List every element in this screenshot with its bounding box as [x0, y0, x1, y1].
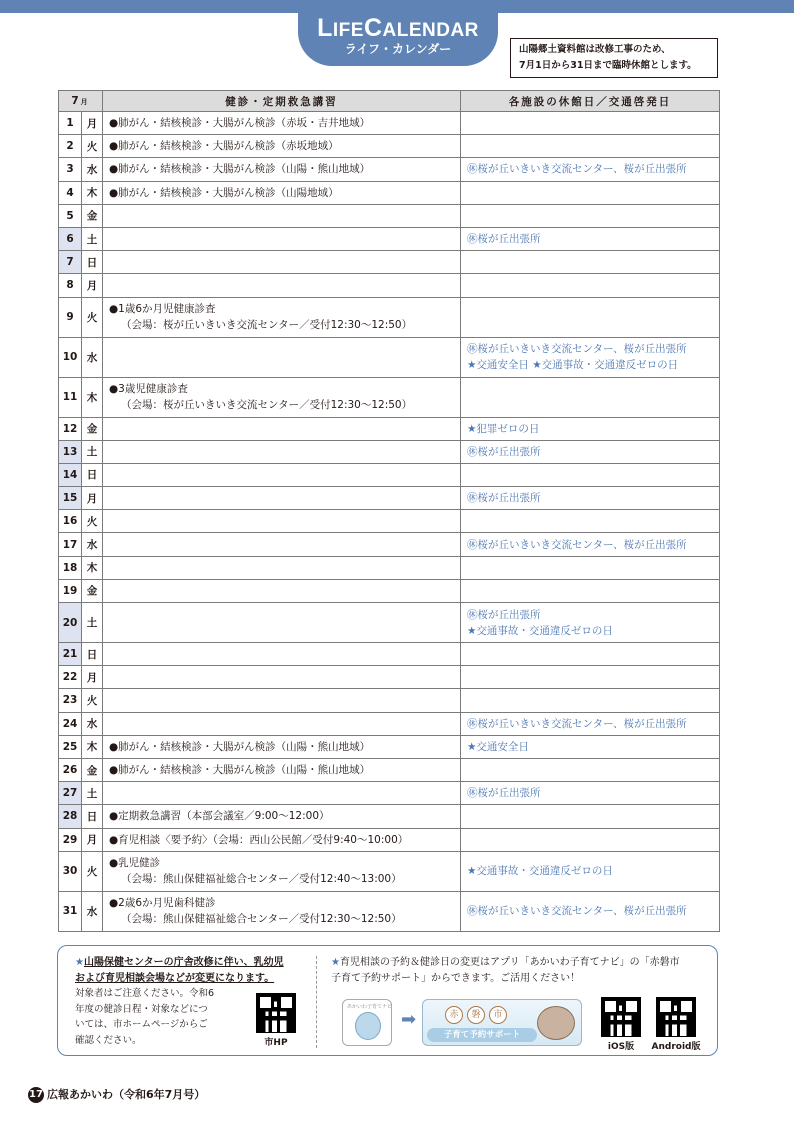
- closure-cell: [461, 556, 720, 579]
- event-cell: [103, 666, 461, 689]
- weekday: 水: [82, 158, 103, 181]
- event-cell: [103, 158, 461, 181]
- closure-cell: [461, 510, 720, 533]
- event-cell: [103, 440, 461, 463]
- closure-cell: [461, 463, 720, 486]
- day-number: 14: [59, 463, 82, 486]
- closure-cell: [461, 533, 720, 556]
- event-cell: [103, 603, 461, 643]
- table-row: [59, 337, 720, 377]
- day-number: 2: [59, 135, 82, 158]
- weekday: 土: [82, 603, 103, 643]
- weekday: 水: [82, 712, 103, 735]
- weekday: 月: [82, 828, 103, 851]
- weekday: 火: [82, 689, 103, 712]
- table-row: [59, 487, 720, 510]
- event-cell: [103, 297, 461, 337]
- notice-line-2: 7月1日から31日まで臨時休館とします。: [519, 60, 697, 71]
- closure-notice: [510, 38, 718, 78]
- event-title: ●肺がん・結核検診・大腸がん検診（赤坂・吉井地域）: [109, 117, 371, 130]
- table-row: [59, 712, 720, 735]
- day-number: 26: [59, 758, 82, 781]
- weekday: 土: [82, 227, 103, 250]
- closures-column-header: 各施設の休館日／交通啓発日: [461, 91, 720, 112]
- closure-cell: [461, 579, 720, 602]
- table-row: [59, 643, 720, 666]
- table-row: [59, 603, 720, 643]
- page-number: 17: [28, 1087, 44, 1103]
- closure-item: ㊡桜が丘いきいき交流センター、桜が丘出張所: [467, 343, 687, 355]
- table-row: [59, 533, 720, 556]
- closure-cell: [461, 135, 720, 158]
- logo-subtitle: ライフ・カレンダー: [344, 42, 452, 56]
- table-row: [59, 735, 720, 758]
- closure-item: ㊡桜が丘出張所: [467, 233, 541, 246]
- events-column-header: 健診・定期救急講習: [103, 91, 461, 112]
- event-cell: [103, 204, 461, 227]
- event-title: ●肺がん・結核検診・大腸がん検診（山陽地域）: [109, 186, 339, 199]
- weekday: 日: [82, 805, 103, 828]
- day-number: 10: [59, 337, 82, 377]
- day-number: 1: [59, 112, 82, 135]
- closure-cell: [461, 643, 720, 666]
- day-number: 24: [59, 712, 82, 735]
- closure-item: ㊡桜が丘いきいき交流センター、桜が丘出張所: [467, 905, 687, 918]
- day-number: 12: [59, 417, 82, 440]
- weekday: 木: [82, 377, 103, 417]
- table-row: [59, 377, 720, 417]
- closure-cell: [461, 274, 720, 297]
- table-row: [59, 463, 720, 486]
- android-qr-code[interactable]: [656, 997, 696, 1037]
- weekday: 火: [82, 851, 103, 891]
- event-cell: [103, 181, 461, 204]
- closure-cell: [461, 735, 720, 758]
- weekday: 金: [82, 758, 103, 781]
- day-number: 23: [59, 689, 82, 712]
- day-number: 7: [59, 251, 82, 274]
- day-number: 3: [59, 158, 82, 181]
- day-number: 19: [59, 579, 82, 602]
- day-number: 29: [59, 828, 82, 851]
- day-number: 30: [59, 851, 82, 891]
- closure-item: ㊡桜が丘いきいき交流センター、桜が丘出張所: [467, 538, 687, 551]
- event-cell: [103, 805, 461, 828]
- ios-qr-label: iOS版: [607, 1042, 635, 1052]
- table-row: [59, 891, 720, 931]
- table-row: [59, 805, 720, 828]
- table-row: [59, 579, 720, 602]
- event-cell: [103, 112, 461, 135]
- closure-cell: [461, 487, 720, 510]
- publication-title: 広報あかいわ（令和6年7月号）: [47, 1088, 206, 1101]
- day-number: 21: [59, 643, 82, 666]
- event-cell: [103, 533, 461, 556]
- event-detail: （会場：桜が丘いきいき交流センター／受付12:30～12:50）: [121, 399, 413, 411]
- event-title: ●3歳児健康診査: [109, 383, 188, 395]
- closure-item: ★犯罪ゼロの日: [467, 422, 540, 435]
- closure-item: ㊡桜が丘いきいき交流センター、桜が丘出張所: [467, 717, 687, 730]
- day-number: 9: [59, 297, 82, 337]
- table-row: [59, 181, 720, 204]
- weekday: 木: [82, 735, 103, 758]
- weekday: 金: [82, 579, 103, 602]
- weekday: 月: [82, 487, 103, 510]
- day-number: 6: [59, 227, 82, 250]
- office-renovation-note: ★山陽保健センターの庁舎改修に伴い、乳幼児 および育児相談会場などが変更になります。 対象者はご注意ください。令和6 年度の健診日程・対象などにつ いては、市ホームページからご 確認ください。: [75, 957, 284, 1046]
- closure-item: ★交通安全日: [467, 740, 529, 753]
- day-number: 13: [59, 440, 82, 463]
- table-row: [59, 828, 720, 851]
- event-detail: （会場：熊山保健福祉総合センター／受付12:30～12:50）: [121, 913, 402, 926]
- table-row: [59, 227, 720, 250]
- event-title: ●2歳6か月児歯科健診: [109, 897, 216, 910]
- page-footer: [28, 1086, 205, 1103]
- closure-cell: [461, 440, 720, 463]
- event-cell: [103, 377, 461, 417]
- closure-cell: [461, 851, 720, 891]
- table-row: [59, 510, 720, 533]
- table-row: [59, 251, 720, 274]
- weekday: 火: [82, 135, 103, 158]
- table-row: [59, 758, 720, 781]
- app-reservation-note: ★育児相談の予約＆健診日の変更はアプリ「あかいわ子育てナビ」の「赤磐市 子育て予約サポート」からできます。ご活用ください！: [331, 957, 680, 984]
- table-row: [59, 112, 720, 135]
- day-number: 31: [59, 891, 82, 931]
- closure-cell: [461, 758, 720, 781]
- event-cell: [103, 510, 461, 533]
- table-row: [59, 274, 720, 297]
- closure-cell: [461, 204, 720, 227]
- closure-cell: [461, 251, 720, 274]
- event-detail: （会場：桜が丘いきいき交流センター／受付12:30～12:50）: [121, 319, 413, 331]
- weekday: 日: [82, 251, 103, 274]
- closure-cell: [461, 377, 720, 417]
- mascot-icon: [355, 1012, 381, 1040]
- closure-item: ★交通事故・交通違反ゼロの日: [467, 624, 613, 637]
- table-row: [59, 689, 720, 712]
- closure-cell: [461, 417, 720, 440]
- event-cell: [103, 758, 461, 781]
- weekday: 火: [82, 297, 103, 337]
- day-number: 5: [59, 204, 82, 227]
- closure-cell: [461, 805, 720, 828]
- event-title: ●肺がん・結核検診・大腸がん検診（赤坂地域）: [109, 140, 339, 153]
- city-hp-qr-label: 市HP: [264, 1038, 288, 1048]
- event-cell: [103, 487, 461, 510]
- weekday: 水: [82, 891, 103, 931]
- event-title: ●育児相談〈要予約〉（会場：西山公民館／受付9:40～10:00）: [109, 833, 409, 846]
- day-number: 16: [59, 510, 82, 533]
- table-row: [59, 782, 720, 805]
- closure-cell: [461, 712, 720, 735]
- event-cell: [103, 828, 461, 851]
- ios-qr-code[interactable]: [601, 997, 641, 1037]
- event-cell: [103, 689, 461, 712]
- day-number: 15: [59, 487, 82, 510]
- akaiwa-app-icon[interactable]: あかいわ子育てナビ: [342, 999, 392, 1046]
- day-number: 18: [59, 556, 82, 579]
- event-cell: [103, 274, 461, 297]
- city-hp-qr-code[interactable]: [256, 993, 296, 1033]
- life-calendar-logo: LIFECALENDAR: [317, 14, 479, 42]
- notice-line-1: 山陽郷土資料館は改修工事のため、: [519, 44, 671, 55]
- weekday: 水: [82, 337, 103, 377]
- weekday: 木: [82, 181, 103, 204]
- table-row: [59, 440, 720, 463]
- closure-item: ㊡桜が丘出張所: [467, 492, 541, 505]
- day-number: 11: [59, 377, 82, 417]
- event-cell: [103, 782, 461, 805]
- table-row: [59, 851, 720, 891]
- day-number: 25: [59, 735, 82, 758]
- event-detail: （会場：熊山保健福祉総合センター／受付12:40～13:00）: [121, 873, 402, 886]
- weekday: 金: [82, 204, 103, 227]
- day-number: 27: [59, 782, 82, 805]
- event-cell: [103, 735, 461, 758]
- mascot-icon: [537, 1006, 575, 1040]
- event-title: ●定期救急講習（本部会議室／9:00～12:00）: [109, 810, 330, 823]
- weekday: 月: [82, 274, 103, 297]
- weekday: 土: [82, 782, 103, 805]
- event-cell: [103, 463, 461, 486]
- event-cell: [103, 579, 461, 602]
- event-cell: [103, 251, 461, 274]
- event-cell: [103, 556, 461, 579]
- closure-item: ㊡桜が丘出張所: [467, 787, 541, 800]
- event-title: ●肺がん・結核検診・大腸がん検診（山陽・熊山地域）: [109, 740, 371, 753]
- closure-cell: [461, 689, 720, 712]
- box-divider: [316, 956, 317, 1048]
- closure-cell: [461, 181, 720, 204]
- event-cell: [103, 227, 461, 250]
- day-number: 4: [59, 181, 82, 204]
- closure-cell: [461, 782, 720, 805]
- closure-cell: [461, 112, 720, 135]
- event-cell: [103, 337, 461, 377]
- day-number: 20: [59, 603, 82, 643]
- event-cell: [103, 712, 461, 735]
- table-row: [59, 204, 720, 227]
- day-number: 17: [59, 533, 82, 556]
- closure-cell: [461, 666, 720, 689]
- weekday: 日: [82, 463, 103, 486]
- event-cell: [103, 891, 461, 931]
- event-title: ●乳児健診: [109, 857, 161, 870]
- table-row: [59, 297, 720, 337]
- event-cell: [103, 643, 461, 666]
- closure-cell: [461, 891, 720, 931]
- info-box: [57, 945, 718, 1056]
- event-title: ●肺がん・結核検診・大腸がん検診（山陽・熊山地域）: [109, 764, 371, 777]
- closure-cell: [461, 227, 720, 250]
- closure-item: ★交通事故・交通違反ゼロの日: [467, 865, 613, 878]
- calendar-table: [58, 90, 720, 932]
- weekday: 月: [82, 666, 103, 689]
- android-qr-label: Android版: [651, 1042, 701, 1052]
- table-row: [59, 417, 720, 440]
- day-number: 8: [59, 274, 82, 297]
- table-row: [59, 135, 720, 158]
- day-number: 22: [59, 666, 82, 689]
- weekday: 火: [82, 510, 103, 533]
- event-cell: [103, 417, 461, 440]
- event-cell: [103, 851, 461, 891]
- weekday: 金: [82, 417, 103, 440]
- table-row: [59, 666, 720, 689]
- closure-cell: [461, 603, 720, 643]
- closure-cell: [461, 297, 720, 337]
- weekday: 水: [82, 533, 103, 556]
- reservation-support-banner[interactable]: 赤 磐 市 子育て予約サポート: [422, 999, 582, 1046]
- closure-item: ㊡桜が丘いきいき交流センター、桜が丘出張所: [467, 163, 687, 176]
- event-cell: [103, 135, 461, 158]
- weekday: 月: [82, 112, 103, 135]
- event-title: ●肺がん・結核検診・大腸がん検診（山陽・熊山地域）: [109, 163, 371, 176]
- closure-item: ㊡桜が丘出張所: [467, 608, 541, 621]
- table-row: [59, 158, 720, 181]
- closure-item: ★交通安全日 ★交通事故・交通違反ゼロの日: [467, 359, 679, 371]
- arrow-right-icon: ➡: [401, 1009, 417, 1030]
- month-header: 7月: [59, 91, 103, 112]
- weekday: 木: [82, 556, 103, 579]
- closure-cell: [461, 158, 720, 181]
- closure-cell: [461, 828, 720, 851]
- day-number: 28: [59, 805, 82, 828]
- event-title: ●1歳6か月児健康診査: [109, 303, 216, 315]
- table-row: [59, 556, 720, 579]
- weekday: 土: [82, 440, 103, 463]
- weekday: 日: [82, 643, 103, 666]
- closure-item: ㊡桜が丘出張所: [467, 445, 541, 458]
- closure-cell: [461, 337, 720, 377]
- calendar-header-row: [59, 91, 720, 112]
